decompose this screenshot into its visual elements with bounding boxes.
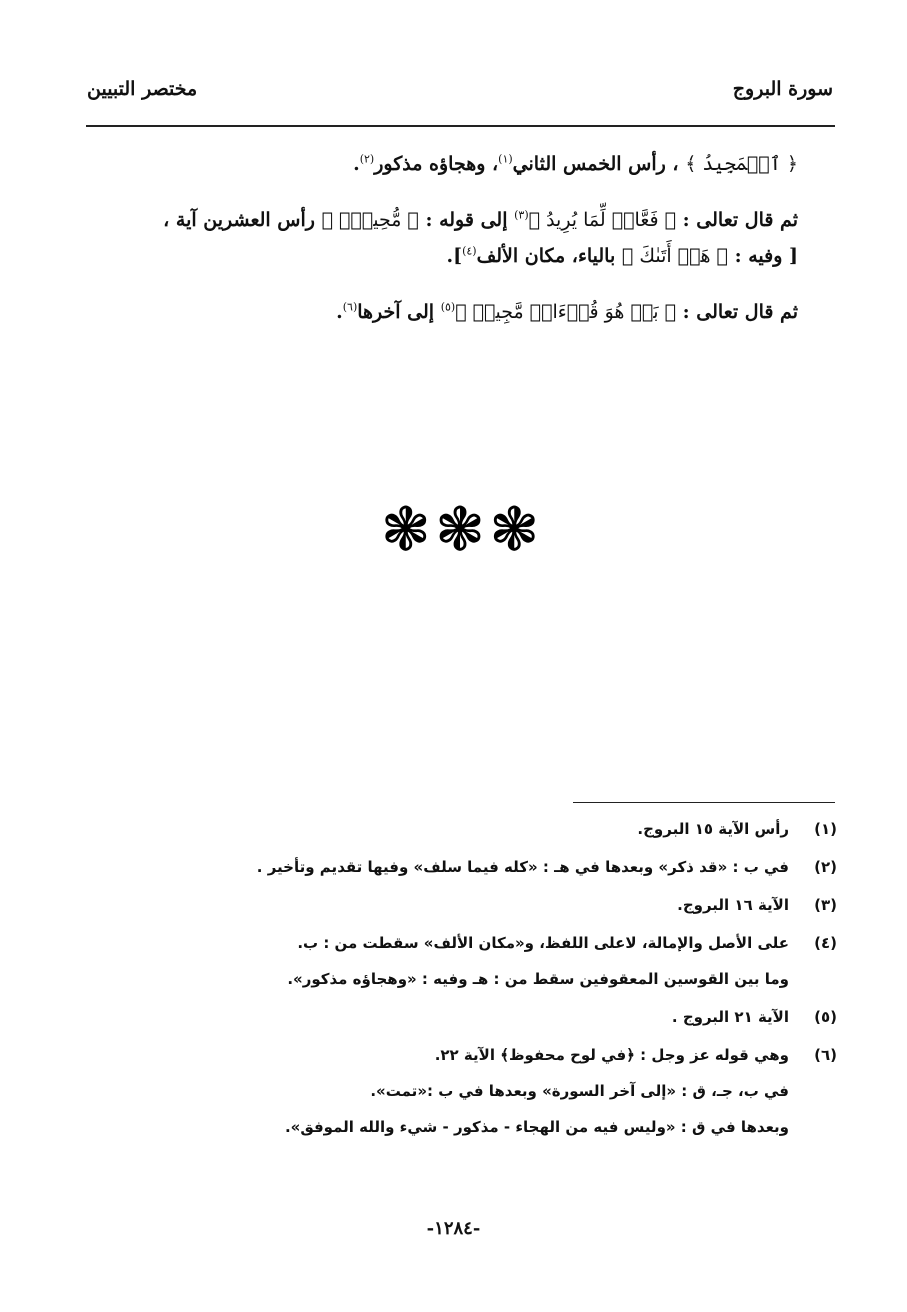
main-text bbox=[86, 146, 798, 330]
section-separator-stars: ❃❃❃ bbox=[380, 495, 544, 565]
text-segment: . bbox=[336, 301, 343, 324]
text-line-1 bbox=[86, 146, 798, 182]
text-segment: ثم قال تعالى : bbox=[682, 209, 798, 232]
footnote-text: في ب : «قد ذكر» وبعدها في هـ : «كله فيما سلف» وفيها تقديم وتأخير . bbox=[256, 858, 789, 876]
footnote-ref: (٢) bbox=[359, 152, 375, 166]
footnote-number: (٦) bbox=[814, 1046, 837, 1064]
quran-verse: ﴿ بَلۡ هُوَ قُرۡءَانٞ مَّجِيدٞ ﴾ bbox=[455, 301, 677, 324]
footnote-4-continuation: وما بين القوسين المعقوفين سقط من : هـ وفيه : «وهجاؤه مذكور». bbox=[287, 970, 789, 988]
footnote-4 bbox=[197, 934, 837, 953]
text-segment: بالياء، مكان الألف bbox=[476, 245, 616, 268]
footnote-2 bbox=[197, 858, 837, 877]
footnote-rule bbox=[573, 802, 835, 803]
footnote-ref: (١) bbox=[498, 152, 513, 166]
footnote-ref: (٦) bbox=[342, 300, 358, 314]
quran-verse: ﴿ ٱلۡمَجِيدُ ﴾ bbox=[685, 153, 798, 175]
text-segment: إلى آخرها bbox=[357, 301, 435, 324]
footnote-number: (٣) bbox=[814, 896, 837, 914]
text-line-3 bbox=[86, 238, 798, 274]
quran-verse: ﴿ فَعَّالٞ لِّمَا يُرِيدُ ﴾ bbox=[528, 209, 677, 232]
text-segment: رأس العشرين آية ، bbox=[163, 209, 315, 232]
footnote-text: على الأصل والإمالة، لاعلى اللفظ، و«مكان الألف» سقطت من : ب. bbox=[297, 934, 789, 952]
footnote-number: (٢) bbox=[814, 858, 837, 876]
footnote-3 bbox=[197, 896, 837, 915]
header-rule bbox=[86, 125, 835, 127]
footnote-6-continuation: في ب، جـ، ق : «إلى آخر السورة» وبعدها في ب :«تمت». bbox=[370, 1082, 789, 1100]
footnote-number: (٥) bbox=[814, 1008, 837, 1026]
footnote-text: رأس الآية ١٥ البروج. bbox=[637, 820, 789, 838]
page-number: -١٢٨٤- bbox=[426, 1218, 481, 1239]
footnote-text: الآية ٢١ البروج . bbox=[671, 1008, 789, 1026]
footnote-number: (٤) bbox=[814, 934, 837, 952]
footnote-number: (١) bbox=[814, 820, 837, 838]
footnote-5 bbox=[197, 1008, 837, 1027]
text-line-4 bbox=[86, 294, 798, 330]
footnote-text: الآية ١٦ البروج. bbox=[677, 896, 789, 914]
text-line-2 bbox=[86, 202, 798, 238]
text-segment: ، رأس الخمس الثاني bbox=[512, 153, 679, 175]
text-segment: ]. bbox=[446, 245, 463, 268]
quran-verse: ﴿ مُّحِيطُۢ ﴾ bbox=[321, 209, 419, 232]
text-segment: . bbox=[353, 153, 360, 175]
text-segment: ، وهجاؤه مذكور bbox=[374, 153, 499, 175]
footnote-1 bbox=[197, 820, 837, 839]
footnote-ref: (٣) bbox=[514, 208, 529, 222]
text-segment: [ وفيه : bbox=[734, 245, 798, 268]
text-segment: إلى قوله : bbox=[425, 209, 508, 232]
quran-verse: ﴿ هَلۡ أَتَىٰكَ ﴾ bbox=[621, 245, 728, 268]
footnote-ref: (٥) bbox=[440, 300, 456, 314]
footnote-6-continuation: وبعدها في ق : «وليس فيه من الهجاء - مذكور - شيء والله الموفق». bbox=[284, 1118, 789, 1136]
footnote-6 bbox=[197, 1046, 837, 1065]
footnote-ref: (٤) bbox=[462, 244, 477, 258]
text-segment: ثم قال تعالى : bbox=[682, 301, 798, 324]
running-header-book: مختصر التبيين bbox=[87, 78, 198, 100]
running-header-surah: سورة البروج bbox=[732, 78, 833, 100]
footnotes bbox=[197, 820, 837, 1156]
footnote-text: وهي قوله عز وجل : ﴿في لوح محفوظ﴾ الآية ٢٢. bbox=[434, 1046, 789, 1064]
